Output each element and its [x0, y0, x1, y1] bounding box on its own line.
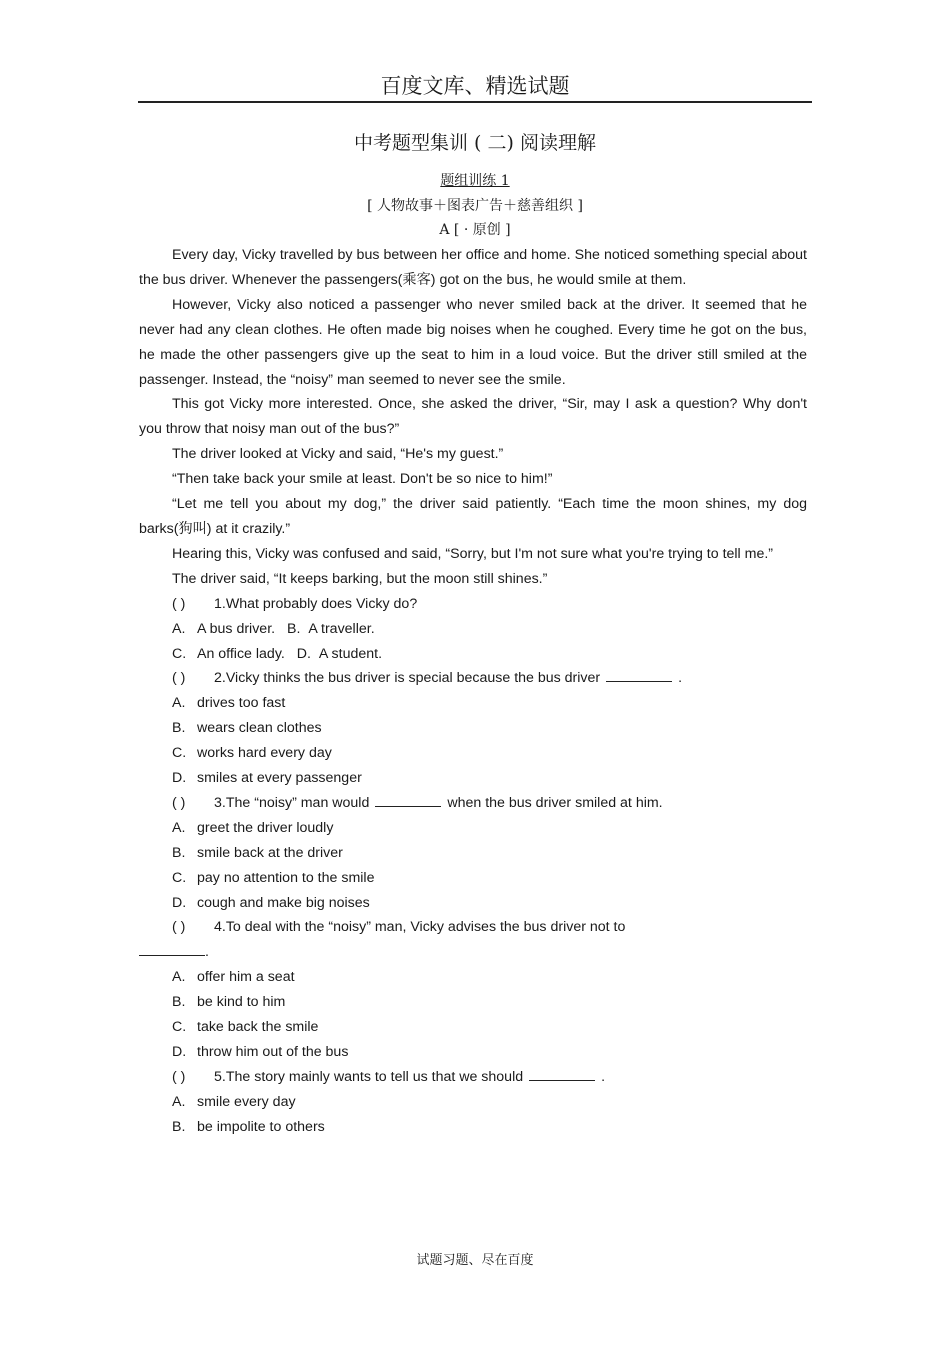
option-letter: B. [172, 1118, 186, 1135]
option-row [139, 617, 807, 642]
option-letter: D. [296, 645, 311, 662]
passage-paragraph: This got Vicky more interested. Once, she asked the driver, “Sir, may I ask a question? Why don't you throw that noisy man out of the bus?” [139, 396, 807, 438]
option-row [139, 990, 807, 1015]
option-letter: A. [172, 1093, 186, 1110]
option-row [139, 1040, 807, 1065]
question-stem: 1.What probably does Vicky do? [214, 595, 418, 612]
passage-paragraph: Hearing this, Vicky was confused and said, “Sorry, but I'm not sure what you're trying to tell me.” [172, 545, 774, 562]
answer-blank[interactable] [529, 1066, 595, 1081]
question-stem-end: . [678, 670, 683, 687]
option-text: works hard every day [197, 745, 332, 762]
option-text: take back the smile [197, 1019, 319, 1036]
question-stem: 2.Vicky thinks the bus driver is special because the bus driver [214, 670, 601, 687]
question-stem-end: when the bus driver smiled at him. [447, 794, 663, 811]
option-row [139, 741, 807, 766]
option-letter: D. [172, 894, 187, 911]
option-text: offer him a seat [197, 969, 295, 986]
option-text: drives too fast [197, 695, 286, 712]
section-label: A [ · 原创 ] [439, 222, 511, 238]
passage-paragraph: However, Vicky also noticed a passenger who never smiled back at the driver. It seemed that he never had any clean clothes. He often made big noises when he coughed. Every time he got on the bus, he made the other passengers give up the seat to him in a loud voice. But the driver still smiled at the passenger. Instead, the “noisy” man seemed to never see the smile. [139, 296, 807, 388]
option-text: smiles at every passenger [197, 770, 362, 787]
option-row [139, 642, 807, 667]
answer-blank[interactable] [139, 941, 205, 956]
option-row [139, 716, 807, 741]
question-stem: 3.The “noisy” man would [214, 794, 370, 811]
question-1 [139, 592, 807, 617]
option-row [139, 1090, 807, 1115]
option-text: smile back at the driver [197, 844, 343, 861]
passage-paragraph: The driver looked at Vicky and said, “He's my guest.” [172, 446, 504, 463]
option-row [139, 891, 807, 916]
option-row [139, 816, 807, 841]
option-text: A bus driver. [197, 620, 276, 637]
question-stem-end: . [601, 1068, 606, 1085]
option-text: be impolite to others [197, 1118, 325, 1135]
question-stem: 4.To deal with the “noisy” man, Vicky advises the bus driver not to [214, 919, 626, 936]
option-row [139, 766, 807, 791]
answer-blank[interactable] [375, 792, 441, 807]
header-divider [138, 101, 812, 103]
option-letter: D. [172, 770, 187, 787]
option-text: be kind to him [197, 994, 286, 1011]
option-row [139, 1115, 807, 1140]
answer-bracket: ( ) [172, 919, 186, 936]
question-stem: 5.The story mainly wants to tell us that we should [214, 1068, 524, 1085]
option-letter: C. [172, 745, 187, 762]
option-text: throw him out of the bus [197, 1044, 349, 1060]
passage-paragraph: “Let me tell you about my dog,” the driver said patiently. “Each time the moon shines, my dog barks(狗叫) at it crazily.” [139, 496, 807, 537]
option-letter: A. [172, 819, 186, 836]
page-header: 百度文库、精选试题 [380, 74, 570, 98]
option-letter: D. [172, 1044, 187, 1060]
answer-blank[interactable] [606, 667, 672, 682]
answer-bracket: ( ) [172, 670, 186, 687]
question-3 [139, 791, 807, 816]
answer-bracket: ( ) [172, 794, 186, 811]
page-footer: 试题习题、尽在百度 [416, 1253, 534, 1268]
passage-paragraph: Every day, Vicky travelled by bus between her office and home. She noticed something special about the bus driver. Whenever the passengers(乘客) got on the bus, he would smile at them. [139, 247, 807, 288]
option-text: pay no attention to the smile [197, 869, 375, 886]
document-title: 中考题型集训 ( 二) 阅读理解 [354, 132, 596, 154]
option-text: greet the driver loudly [197, 819, 334, 836]
option-letter: A. [172, 695, 186, 712]
option-text: A student. [318, 645, 383, 662]
answer-bracket: ( ) [172, 595, 186, 612]
option-text: wears clean clothes [197, 720, 322, 737]
option-text: cough and make big noises [197, 894, 370, 911]
option-letter: B. [172, 720, 186, 737]
option-row [139, 965, 807, 990]
option-row [139, 1015, 807, 1040]
option-letter: B. [172, 844, 186, 861]
group-label: 题组训练 1 [440, 173, 510, 189]
passage-paragraph: The driver said, “It keeps barking, but the moon still shines.” [172, 570, 548, 587]
option-letter: C. [172, 1019, 187, 1036]
option-text: smile every day [197, 1093, 296, 1110]
option-letter: C. [172, 869, 187, 886]
question-stem-end: . [205, 944, 209, 961]
question-4 [139, 915, 807, 940]
option-row [139, 691, 807, 716]
option-row [139, 866, 807, 891]
question-2 [139, 666, 807, 691]
option-letter: C. [172, 645, 187, 662]
answer-bracket: ( ) [172, 1068, 186, 1085]
question-5 [139, 1065, 807, 1090]
question-4-continuation [139, 940, 807, 965]
option-text: An office lady. [197, 645, 285, 662]
option-letter: B. [287, 620, 301, 637]
option-row [139, 841, 807, 866]
document-body [139, 243, 807, 1140]
option-letter: B. [172, 994, 186, 1011]
topic-tags: [ 人物故事＋图表广告＋慈善组织 ] [367, 198, 583, 214]
option-letter: A. [172, 620, 186, 637]
passage-paragraph: “Then take back your smile at least. Don't be so nice to him!” [172, 471, 553, 488]
option-letter: A. [172, 969, 186, 986]
option-text: A traveller. [308, 620, 375, 637]
